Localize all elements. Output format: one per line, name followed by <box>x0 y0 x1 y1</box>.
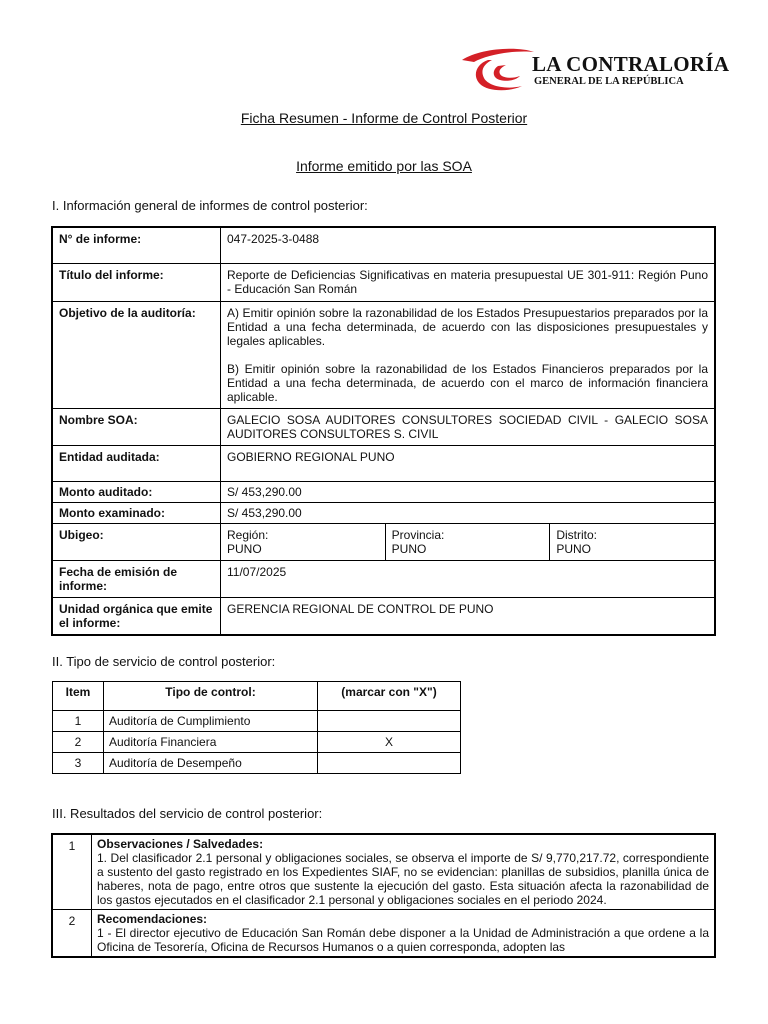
page-title: Ficha Resumen - Informe de Control Posterior <box>240 110 528 126</box>
row-tipo: Auditoría de Cumplimiento <box>104 711 318 732</box>
label-soa: Nombre SOA: <box>52 408 221 445</box>
label-monto-auditado: Monto auditado: <box>52 481 221 502</box>
objetivo-a: A) Emitir opinión sobre la razonabilidad de los Estados Presupuestarios preparados por la Entidad a una fecha determinada, de acuerdo con las disposiciones presupuestales y legales aplicables. <box>227 305 708 348</box>
table-row <box>52 408 715 445</box>
region-value: PUNO <box>227 541 262 556</box>
ubigeo-provincia <box>385 524 550 560</box>
section3-heading: III. Resultados del servicio de control posterior: <box>52 806 323 821</box>
table-row <box>52 560 715 597</box>
row-marca <box>318 711 461 732</box>
table-header-row <box>53 682 461 711</box>
value-unidad: GERENCIA REGIONAL DE CONTROL DE PUNO <box>221 597 716 635</box>
label-objetivo: Objetivo de la auditoría: <box>52 301 221 408</box>
result-text: 1. Del clasificador 2.1 personal y obligaciones sociales, se observa el importe de S/ 9,770,217.72, correspondiente a sustento del gasto registrado en los Expedientes SIAF, no se evidencian: planillas de subsidios, planilla única de haberes, nota de pago, entre otros que sustente la ejecución del gasto. Esta situación afecta la razonabilidad de los gastos ejecutados en el clasificador 2.1 personal y obligaciones sociales en el periodo 2024. <box>97 851 709 907</box>
table-row <box>53 711 461 732</box>
result-title: Recomendaciones: <box>97 912 208 926</box>
table-row <box>53 732 461 753</box>
table-row <box>53 753 461 774</box>
label-ubigeo: Ubigeo: <box>52 523 221 560</box>
row-item: 3 <box>53 753 104 774</box>
contraloria-swoosh-icon <box>458 46 536 96</box>
row-item: 2 <box>53 732 104 753</box>
value-monto-auditado: S/ 453,290.00 <box>221 481 716 502</box>
distrito-label: Distrito: <box>556 527 598 542</box>
header-item: Item <box>53 682 104 711</box>
row-tipo: Auditoría Financiera <box>104 732 318 753</box>
table-row <box>52 227 715 263</box>
result-number: 2 <box>52 910 92 958</box>
value-entidad: GOBIERNO REGIONAL PUNO <box>221 445 716 481</box>
table-row <box>52 910 715 958</box>
table-row <box>52 502 715 523</box>
provincia-label: Provincia: <box>391 527 445 542</box>
ubigeo-distrito <box>549 524 714 560</box>
logo-title: LA CONTRALORÍA <box>532 52 730 76</box>
contraloria-logo <box>458 46 730 96</box>
label-fecha: Fecha de emisión de informe: <box>52 560 221 597</box>
result-number: 1 <box>52 834 92 910</box>
table-row <box>52 523 715 560</box>
value-ubigeo <box>221 523 716 560</box>
table-row <box>52 834 715 910</box>
header-marcar: (marcar con "X") <box>318 682 461 711</box>
results-table <box>51 833 716 958</box>
logo-subtitle: GENERAL DE LA REPÚBLICA <box>534 76 684 87</box>
row-marca: X <box>318 732 461 753</box>
header-tipo: Tipo de control: <box>104 682 318 711</box>
label-entidad: Entidad auditada: <box>52 445 221 481</box>
row-item: 1 <box>53 711 104 732</box>
result-content <box>92 910 716 958</box>
page-subtitle: Informe emitido por las SOA <box>296 158 472 174</box>
result-content <box>92 834 716 910</box>
table-row <box>52 263 715 301</box>
table-row <box>52 301 715 408</box>
value-soa: GALECIO SOSA AUDITORES CONSULTORES SOCIEDAD CIVIL - GALECIO SOSA AUDITORES CONSULTORES S. CIVIL <box>221 408 716 445</box>
row-marca <box>318 753 461 774</box>
table-row <box>52 481 715 502</box>
objetivo-b: B) Emitir opinión sobre la razonabilidad de los Estados Financieros preparados por la Entidad a una fecha determinada, de acuerdo con el marco de información financiera aplicable. <box>227 361 708 404</box>
table-row <box>52 445 715 481</box>
value-numero: 047-2025-3-0488 <box>221 227 716 263</box>
label-unidad: Unidad orgánica que emite el informe: <box>52 597 221 635</box>
label-titulo: Título del informe: <box>52 263 221 301</box>
general-info-table <box>51 226 716 636</box>
service-type-table <box>52 681 461 774</box>
value-titulo: Reporte de Deficiencias Significativas en materia presupuestal UE 301-911: Región Puno - Educación San Román <box>221 263 716 301</box>
region-label: Región: <box>227 527 269 542</box>
value-monto-examinado: S/ 453,290.00 <box>221 502 716 523</box>
ubigeo-region <box>221 524 385 560</box>
result-title: Observaciones / Salvedades: <box>97 837 264 851</box>
value-fecha: 11/07/2025 <box>221 560 716 597</box>
value-objetivo <box>221 301 716 408</box>
section2-heading: II. Tipo de servicio de control posterior: <box>52 654 276 669</box>
result-text: 1 - El director ejecutivo de Educación San Román debe disponer a la Unidad de Administración a que ordene a la Oficina de Tesorería, Oficina de Recursos Humanos o a quien corresponda, adopten las <box>97 926 709 954</box>
table-row <box>52 597 715 635</box>
row-tipo: Auditoría de Desempeño <box>104 753 318 774</box>
label-numero: N° de informe: <box>52 227 221 263</box>
label-monto-examinado: Monto examinado: <box>52 502 221 523</box>
provincia-value: PUNO <box>391 541 427 556</box>
distrito-value: PUNO <box>556 541 592 556</box>
section1-heading: I. Información general de informes de control posterior: <box>52 198 368 213</box>
